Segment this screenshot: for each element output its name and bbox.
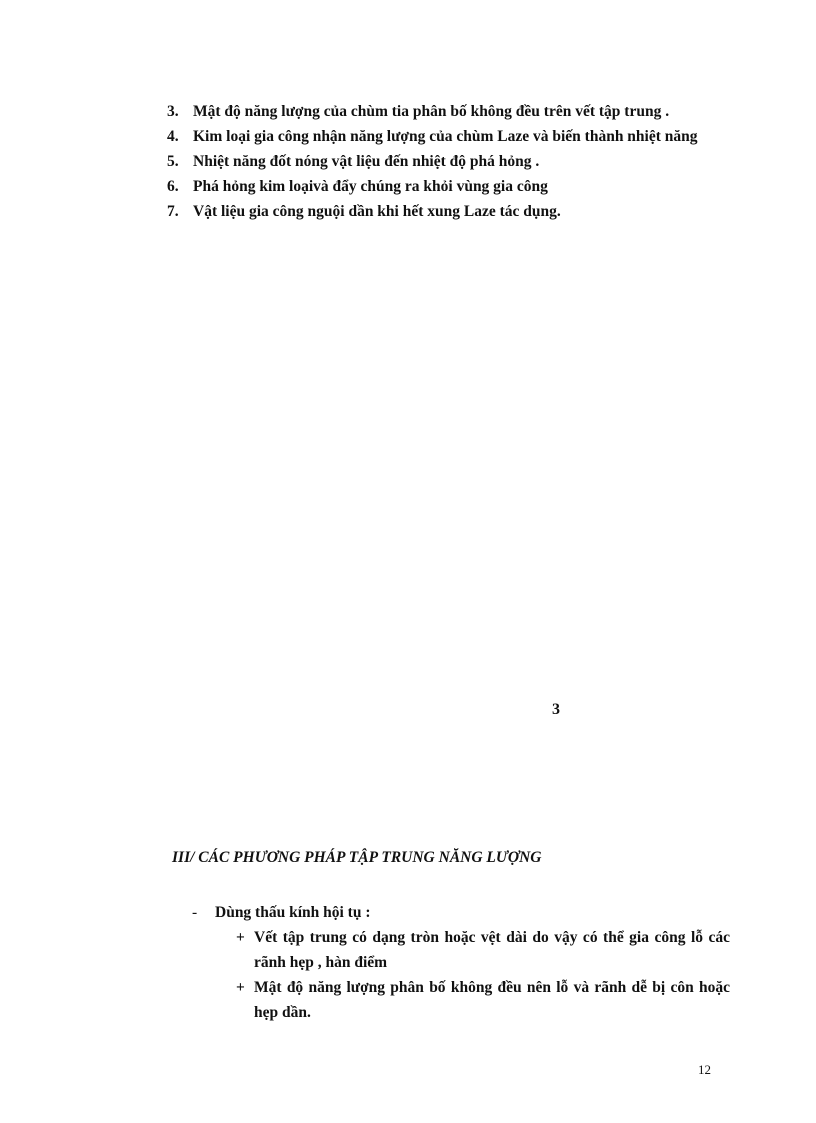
sub-list	[236, 925, 730, 1025]
list-marker: 5.	[167, 153, 179, 170]
sub-item-text: Mật độ năng lượng phân bố không đều nên lỗ và rãnh dễ bị côn hoặc hẹp dần.	[254, 979, 730, 1021]
list-item	[167, 99, 729, 124]
list-item	[167, 124, 729, 149]
list-marker: 7.	[167, 203, 179, 220]
list-item-text: Mật độ năng lượng của chùm tia phân bố không đều trên vết tập trung .	[193, 103, 670, 120]
list-item	[167, 149, 729, 174]
dash-list-item	[192, 900, 371, 925]
plus-marker: +	[236, 929, 245, 946]
list-item-text: Vật liệu gia công nguội dần khi hết xung Laze tác dụng.	[193, 203, 561, 220]
list-item	[167, 199, 729, 224]
sub-list-item	[236, 975, 730, 1025]
dash-item-text: Dùng thấu kính hội tụ :	[215, 904, 371, 921]
dash-marker: -	[192, 904, 198, 921]
list-item-text: Phá hỏng kim loạivà đẩy chúng ra khỏi vùng gia công	[193, 178, 548, 195]
sub-list-item	[236, 925, 730, 975]
list-item	[167, 174, 729, 199]
figure-label: 3	[552, 701, 560, 718]
list-item-text: Kim loại gia công nhận năng lượng của chùm Laze và biến thành nhiệt năng	[193, 128, 698, 145]
list-marker: 3.	[167, 103, 179, 120]
plus-marker: +	[236, 979, 245, 996]
page-number: 12	[698, 1062, 711, 1077]
section-heading: III/ CÁC PHƯƠNG PHÁP TẬP TRUNG NĂNG LƯỢNG	[172, 849, 542, 866]
list-item-text: Nhiệt năng đốt nóng vật liệu đến nhiệt độ phá hỏng .	[193, 153, 540, 170]
list-marker: 4.	[167, 128, 179, 145]
list-marker: 6.	[167, 178, 179, 195]
sub-item-text: Vết tập trung có dạng tròn hoặc vệt dài do vậy có thể gia công lỗ các rãnh hẹp , hàn điểm	[254, 929, 730, 971]
numbered-list	[167, 99, 729, 224]
